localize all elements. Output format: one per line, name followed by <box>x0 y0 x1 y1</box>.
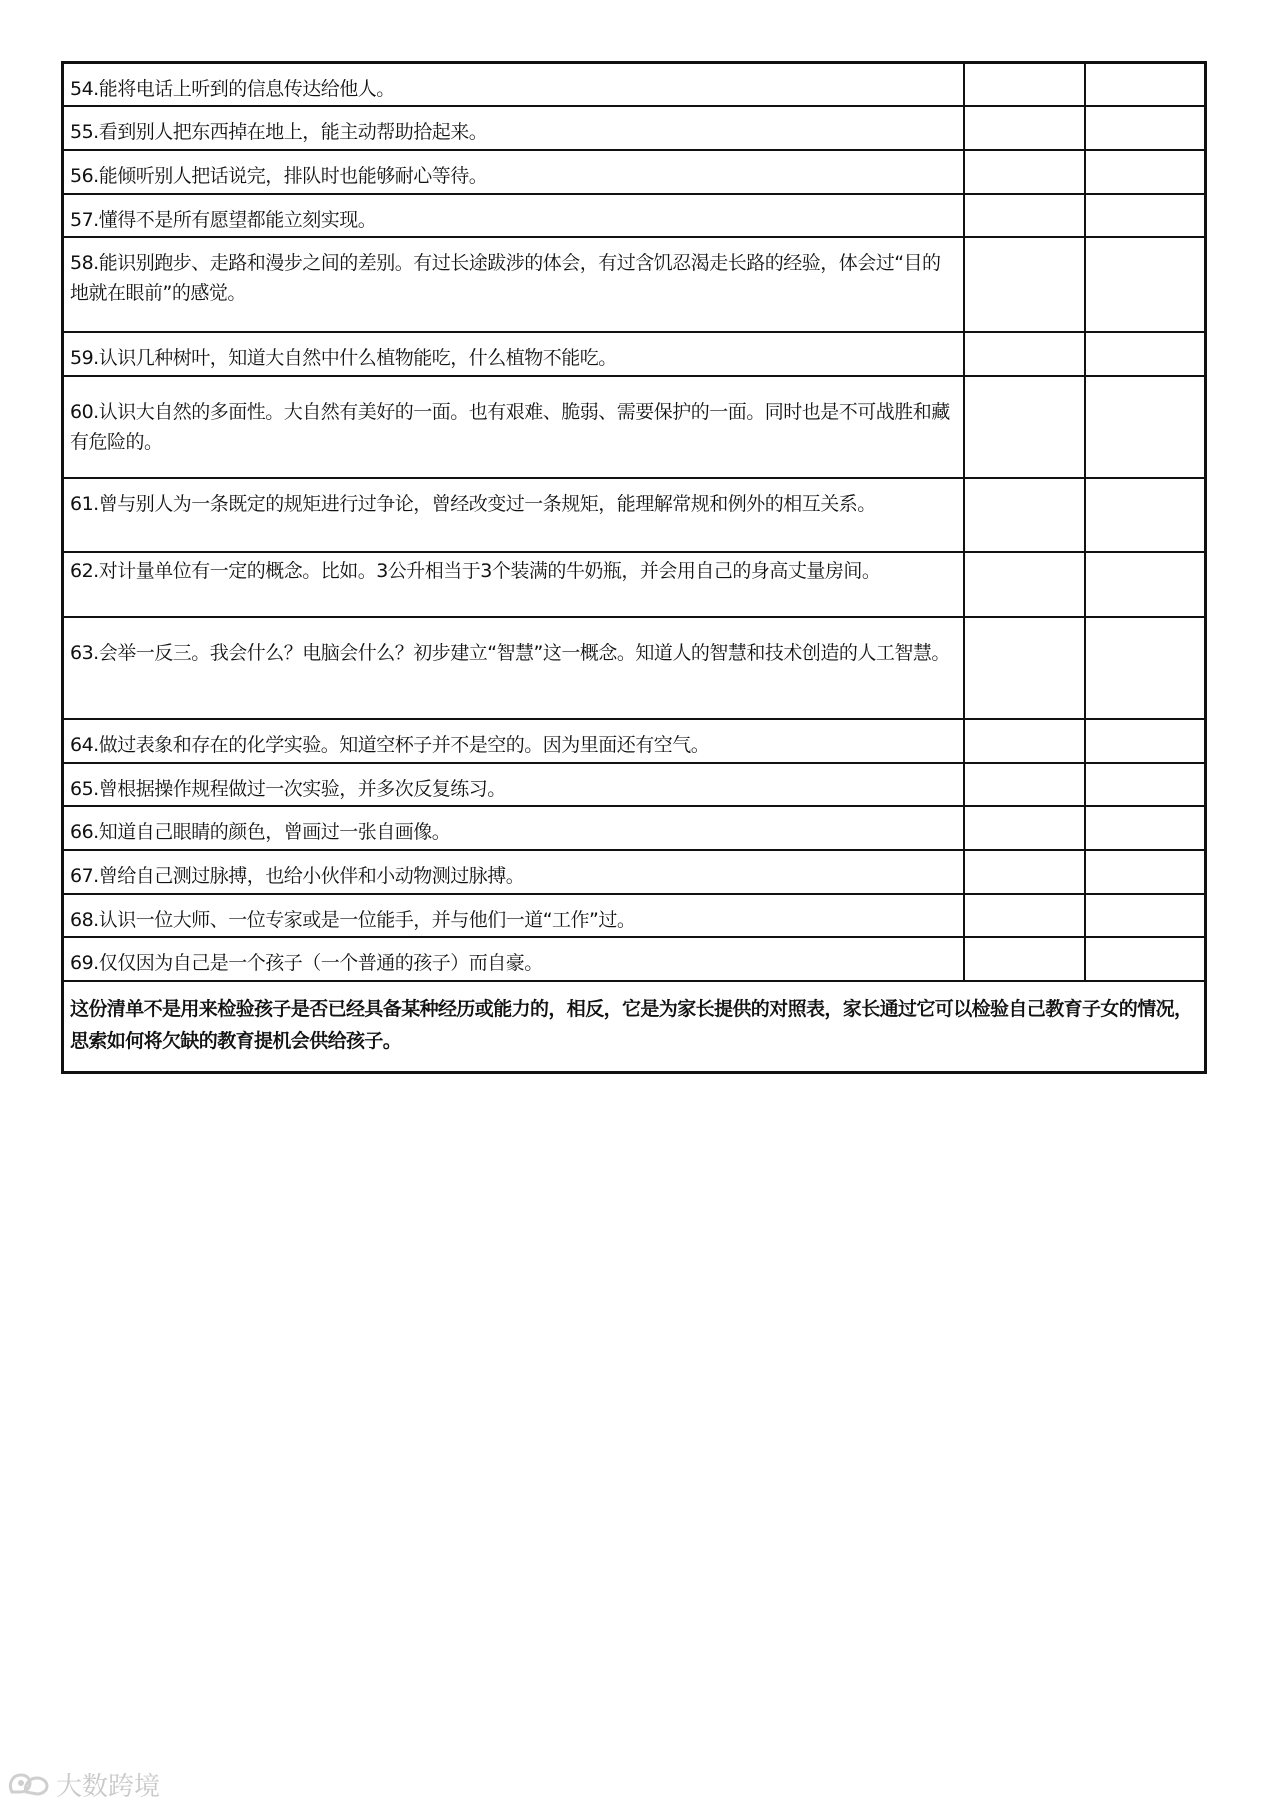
watermark-text: 大数跨境 <box>56 1772 161 1802</box>
check-cell-b[interactable] <box>1085 150 1206 194</box>
check-cell-a[interactable] <box>964 478 1085 552</box>
table-row <box>63 332 1206 376</box>
item-text: 67.曾给自己测过脉搏，也给小伙伴和小动物测过脉搏。 <box>63 850 964 894</box>
check-cell-b[interactable] <box>1085 806 1206 850</box>
check-cell-a[interactable] <box>964 332 1085 376</box>
check-cell-b[interactable] <box>1085 63 1206 106</box>
table-row <box>63 106 1206 150</box>
check-cell-a[interactable] <box>964 63 1085 106</box>
table-row <box>63 806 1206 850</box>
item-text: 59.认识几种树叶，知道大自然中什么植物能吃，什么植物不能吃。 <box>63 332 964 376</box>
check-cell-a[interactable] <box>964 806 1085 850</box>
check-cell-a[interactable] <box>964 894 1085 937</box>
table-row <box>63 937 1206 981</box>
table-row <box>63 617 1206 719</box>
footer-row <box>63 981 1206 1073</box>
item-text: 62.对计量单位有一定的概念。比如。3公升相当于3个装满的牛奶瓶，并会用自己的身高丈量房间。 <box>63 552 964 617</box>
check-cell-b[interactable] <box>1085 850 1206 894</box>
check-cell-a[interactable] <box>964 763 1085 806</box>
check-cell-a[interactable] <box>964 850 1085 894</box>
item-text: 65.曾根据操作规程做过一次实验，并多次反复练习。 <box>63 763 964 806</box>
check-cell-b[interactable] <box>1085 332 1206 376</box>
table-row <box>63 763 1206 806</box>
check-cell-b[interactable] <box>1085 937 1206 981</box>
item-text: 56.能倾听别人把话说完，排队时也能够耐心等待。 <box>63 150 964 194</box>
check-cell-a[interactable] <box>964 937 1085 981</box>
watermark <box>6 1766 160 1803</box>
check-cell-b[interactable] <box>1085 237 1206 332</box>
check-cell-b[interactable] <box>1085 552 1206 617</box>
item-text: 54.能将电话上听到的信息传达给他人。 <box>63 63 964 106</box>
item-text: 55.看到别人把东西掉在地上，能主动帮助拾起来。 <box>63 106 964 150</box>
check-cell-a[interactable] <box>964 617 1085 719</box>
check-cell-a[interactable] <box>964 552 1085 617</box>
logo-icon <box>6 1770 50 1800</box>
check-cell-a[interactable] <box>964 150 1085 194</box>
check-cell-b[interactable] <box>1085 106 1206 150</box>
check-cell-b[interactable] <box>1085 719 1206 763</box>
item-text: 57.懂得不是所有愿望都能立刻实现。 <box>63 194 964 237</box>
item-text: 68.认识一位大师、一位专家或是一位能手，并与他们一道“工作”过。 <box>63 894 964 937</box>
item-text: 61.曾与别人为一条既定的规矩进行过争论，曾经改变过一条规矩，能理解常规和例外的相互关系。 <box>63 478 964 552</box>
table-row <box>63 850 1206 894</box>
item-text: 69.仅仅因为自己是一个孩子（一个普通的孩子）而自豪。 <box>63 937 964 981</box>
item-text: 64.做过表象和存在的化学实验。知道空杯子并不是空的。因为里面还有空气。 <box>63 719 964 763</box>
table-row <box>63 63 1206 106</box>
table-row <box>63 478 1206 552</box>
check-cell-a[interactable] <box>964 106 1085 150</box>
item-text: 58.能识别跑步、走路和漫步之间的差别。有过长途跋涉的体会，有过含饥忍渴走长路的经验，体会过“目的地就在眼前”的感觉。 <box>63 237 964 332</box>
check-cell-a[interactable] <box>964 237 1085 332</box>
check-cell-a[interactable] <box>964 719 1085 763</box>
table-row <box>63 376 1206 478</box>
check-cell-b[interactable] <box>1085 376 1206 478</box>
table-row <box>63 150 1206 194</box>
checklist-body <box>63 63 1206 1073</box>
check-cell-b[interactable] <box>1085 478 1206 552</box>
item-text: 60.认识大自然的多面性。大自然有美好的一面。也有艰难、脆弱、需要保护的一面。同时也是不可战胜和藏有危险的。 <box>63 376 964 478</box>
table-row <box>63 194 1206 237</box>
footer-note: 这份清单不是用来检验孩子是否已经具备某种经历或能力的，相反，它是为家长提供的对照表，家长通过它可以检验自己教育子女的情况，思索如何将欠缺的教育提机会供给孩子。 <box>63 981 1206 1073</box>
checklist-table <box>61 61 1207 1074</box>
check-cell-a[interactable] <box>964 376 1085 478</box>
table-row <box>63 719 1206 763</box>
check-cell-a[interactable] <box>964 194 1085 237</box>
check-cell-b[interactable] <box>1085 617 1206 719</box>
table-row <box>63 894 1206 937</box>
item-text: 63.会举一反三。我会什么？电脑会什么？初步建立“智慧”这一概念。知道人的智慧和技术创造的人工智慧。 <box>63 617 964 719</box>
table-row <box>63 237 1206 332</box>
table-row <box>63 552 1206 617</box>
check-cell-b[interactable] <box>1085 763 1206 806</box>
check-cell-b[interactable] <box>1085 894 1206 937</box>
check-cell-b[interactable] <box>1085 194 1206 237</box>
item-text: 66.知道自己眼睛的颜色，曾画过一张自画像。 <box>63 806 964 850</box>
